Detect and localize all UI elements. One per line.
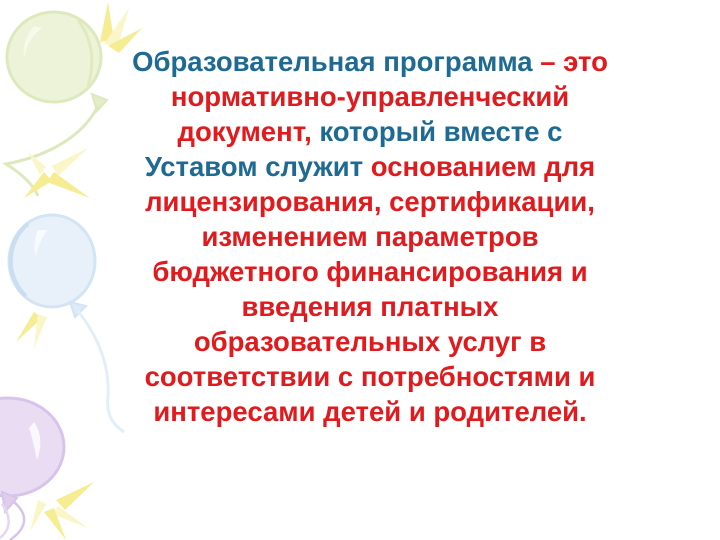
- text-run-red: интересами детей и родителей.: [153, 396, 587, 427]
- text-line: [70, 289, 670, 324]
- text-run-blue: Образовательная программа: [132, 46, 541, 77]
- text-run-red: образовательных услуг в: [193, 326, 547, 357]
- text-run-red: введения платных: [241, 291, 499, 322]
- text-line: [70, 254, 670, 289]
- text-run-red: изменением параметров: [201, 221, 539, 252]
- text-run-red: бюджетного финансирования и: [152, 256, 588, 287]
- text-run-red: основанием для: [370, 151, 596, 182]
- text-line: [70, 149, 670, 184]
- text-line: [70, 324, 670, 359]
- text-run-red: документ,: [177, 116, 312, 147]
- text-line: [70, 184, 670, 219]
- text-line: [70, 44, 670, 79]
- sparkle-icon: [16, 312, 47, 348]
- text-line: [70, 79, 670, 114]
- text-run-blue: который вместе с: [311, 116, 563, 147]
- text-line: [70, 359, 670, 394]
- text-run-red: лицензирования, сертификации,: [145, 186, 595, 217]
- slide-text: [70, 44, 670, 429]
- text-line: [70, 114, 670, 149]
- text-run-blue: Уставом служит: [144, 151, 371, 182]
- sparkle-icon: [30, 482, 94, 540]
- text-line: [70, 219, 670, 254]
- text-run-red: – это: [540, 46, 608, 77]
- text-line: [70, 394, 670, 429]
- text-run-red: соответствии с потребностями и: [144, 361, 596, 392]
- text-run-red: нормативно-управленческий: [170, 81, 570, 112]
